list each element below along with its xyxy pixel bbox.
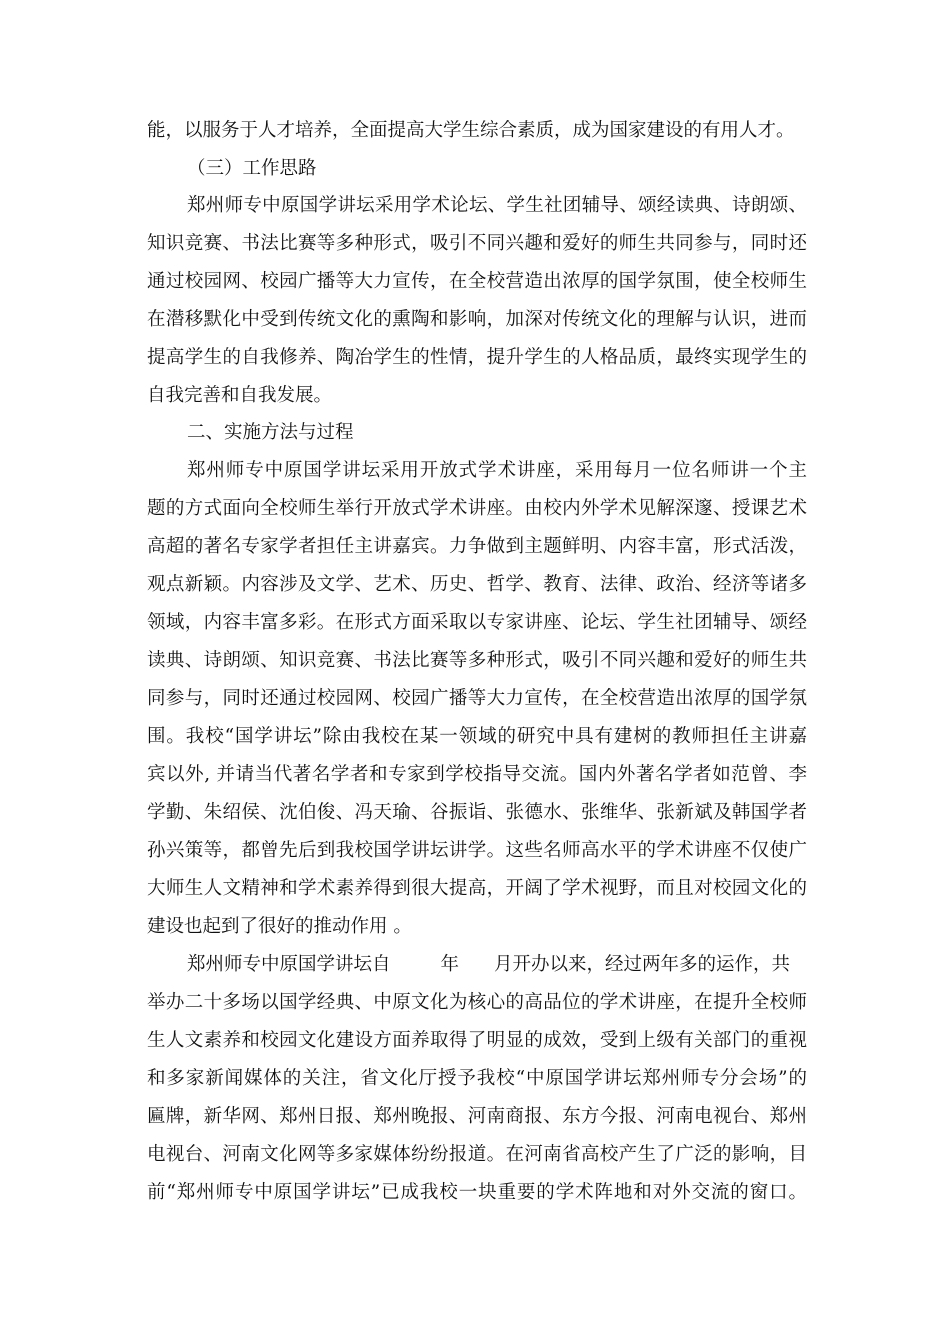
- paragraph-line: 读典、诗朗颂、知识竞赛、书法比赛等多种形式，吸引不同兴趣和爱好的师生共: [147, 650, 807, 671]
- paragraph-line: 前“郑州师专中原国学讲坛”已成我校一块重要的学术阵地和对外交流的窗口。: [147, 1182, 807, 1203]
- paragraph-line: 知识竞赛、书法比赛等多种形式，吸引不同兴趣和爱好的师生共同参与，同时还: [147, 233, 807, 254]
- paragraph-line: 自我完善和自我发展。: [147, 385, 333, 406]
- paragraph-line: 领域，内容丰富多彩。在形式方面采取以专家讲座、论坛、学生社团辅导、颂经: [147, 612, 807, 633]
- paragraph-line: 生人文素养和校园文化建设方面养取得了明显的成效，受到上级有关部门的重视: [147, 1030, 807, 1051]
- paragraph-line: 围。我校“国学讲坛”除由我校在某一领域的研究中具有建树的教师担任主讲嘉: [147, 726, 807, 747]
- gap-line-part-2: 年: [440, 954, 460, 975]
- paragraph-line: 通过校园网、校园广播等大力宣传，在全校营造出浓厚的国学氛围，使全校师生: [147, 271, 807, 292]
- paragraph-line-with-gaps: [187, 953, 807, 977]
- paragraph-line: 能，以服务于人才培养，全面提高大学生综合素质，成为国家建设的有用人才。: [147, 120, 795, 141]
- paragraph-line: 观点新颖。内容涉及文学、艺术、历史、哲学、教育、法律、政治、经济等诸多: [147, 574, 807, 595]
- paragraph-line: 匾牌，新华网、郑州日报、郑州晚报、河南商报、东方今报、河南电视台、郑州: [147, 1106, 807, 1127]
- paragraph-line: 题的方式面向全校师生举行开放式学术讲座。由校内外学术见解深邃、授课艺术: [147, 498, 807, 519]
- section-heading: （三）工作思路: [187, 158, 317, 179]
- gap-line-part-3: 月开办以来，经过两年多的运作，共: [494, 954, 791, 975]
- paragraph-line: 在潜移默化中受到传统文化的熏陶和影响，加深对传统文化的理解与认识，进而: [147, 309, 807, 330]
- paragraph-line: 郑州师专中原国学讲坛采用学术论坛、学生社团辅导、颂经读典、诗朗颂、: [187, 195, 807, 216]
- gap-line-part-1: 郑州师专中原国学讲坛自: [187, 954, 391, 975]
- paragraph-line: 孙兴策等，都曾先后到我校国学讲坛讲学。这些名师高水平的学术讲座不仅使广: [147, 840, 807, 861]
- paragraph-line: 举办二十多场以国学经典、中原文化为核心的高品位的学术讲座，在提升全校师: [147, 992, 807, 1013]
- paragraph-line: 同参与，同时还通过校园网、校园广播等大力宣传，在全校营造出浓厚的国学氛: [147, 688, 807, 709]
- paragraph-line: 建设也起到了很好的推动作用 。: [147, 916, 412, 937]
- paragraph-line: 高超的著名专家学者担任主讲嘉宾。力争做到主题鲜明、内容丰富，形式活泼，: [147, 536, 807, 557]
- section-heading: 二、实施方法与过程: [187, 422, 354, 443]
- paragraph-line: 宾以外, 并请当代著名学者和专家到学校指导交流。国内外著名学者如范曾、李: [147, 764, 807, 785]
- paragraph-line: 大师生人文精神和学术素养得到很大提高，开阔了学术视野，而且对校园文化的: [147, 878, 807, 899]
- paragraph-line: 学勤、朱绍侯、沈伯俊、冯天瑜、谷振诣、张德水、张维华、张新斌及韩国学者: [147, 802, 807, 823]
- paragraph-line: 郑州师专中原国学讲坛采用开放式学术讲座，采用每月一位名师讲一个主: [187, 460, 807, 481]
- paragraph-line: 和多家新闻媒体的关注，省文化厅授予我校“中原国学讲坛郑州师专分会场”的: [147, 1068, 807, 1089]
- paragraph-line: 提高学生的自我修养、陶冶学生的性情，提升学生的人格品质，最终实现学生的: [147, 347, 807, 368]
- paragraph-line: 电视台、河南文化网等多家媒体纷纷报道。在河南省高校产生了广泛的影响，目: [147, 1144, 807, 1165]
